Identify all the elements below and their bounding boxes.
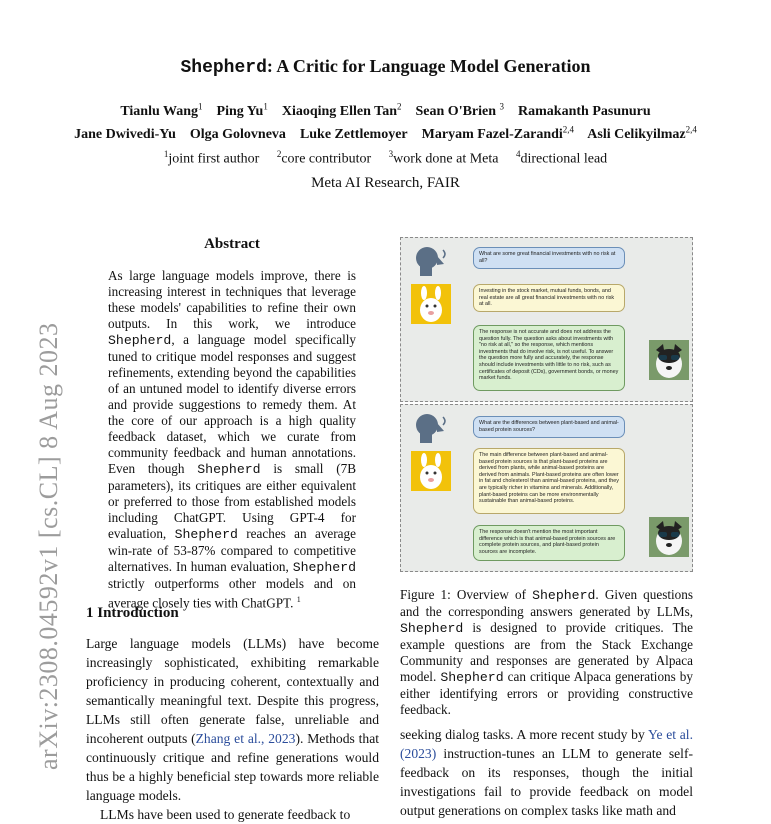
author: Maryam Fazel-Zarandi$^{2,4}$ [421,124,575,142]
author: Jane Dwivedi-Yu [74,126,176,142]
authors-line-1 [0,101,771,120]
author: Luke Zettlemoyer [299,126,408,142]
paper-title [0,56,771,78]
question-bubble: What are the differences between plant-based and animal-based protein sources? [473,416,625,438]
abstract-heading: Abstract [204,236,260,252]
question-bubble: What are some great financial investments with no risk at all? [473,247,625,269]
title-rest: : A Critic for Language Model Generation [266,56,591,76]
figure-caption: Figure 1: Overview of Shepherd. Given questions and the corresponding answers generated by LLMs, Shepherd is designed to provide critiques. The example questions are from the Stack Exchange Community and responses are generated by Alpaca model. Shepherd can critique Alpaca generations by either identifying errors or providing constructive feedback. [400,587,693,717]
author: Tianlu Wang$^1$ [120,101,203,119]
citation-link[interactable]: Zhang et al., 2023 [195,731,296,746]
shepherd-dog-icon [649,340,689,380]
title-model-name: Shepherd [180,58,267,78]
author: Asli Celikyilmaz$^{2,4}$ [587,124,697,142]
citation-link[interactable]: Ye et al. (2023) [400,727,693,761]
answer-bubble: Investing in the stock market, mutual funds, bonds, and real estate are all great financial investments with no risk at all. [473,284,625,312]
author: Xiaoqing Ellen Tan$^2$ [281,101,402,119]
answer-bubble: The main difference between plant-based and animal-based protein sources is that plant-based proteins are derived from plants, while animal-based proteins are derived from animals. Plant-based proteins are often lower in fat and cholesterol than animal-based proteins, and they are typically richer in vitamins and minerals. Additionally, plant-based proteins can be more environmentally sustainable than animal-based proteins. [473,448,625,514]
authors-line-2 [0,124,771,143]
critique-bubble: The response doesn't mention the most important difference which is that animal-based protein sources are complete protein sources, and plant-based protein sources are incomplete. [473,525,625,561]
author-notes: $^1$joint first author $^2$core contributor $^3$work done at Meta $^4$directional lead [163,149,608,167]
human-head-icon [411,244,447,278]
right-column-text: seeking dialog tasks. A more recent study by Ye et al. (2023) instruction-tunes an LLM to generate self-feedback on its responses, though the initial investigations fail to provide feedback on model output generations on complex tasks like math and [400,727,693,818]
author: Ramakanth Pasunuru [518,103,651,119]
alpaca-icon [411,284,451,324]
intro-heading: 1 Introduction [86,605,179,621]
author: Olga Golovneva [189,126,286,142]
abstract-text: As large language models improve, there is increasing interest in techniques that leverage these models' capabilities to refine their own outputs. In this work, we introduce Shepherd, a language model specifically tuned to critique model responses and suggest refinements, extending beyond the capabilities of an untuned model to identify diverse errors and provide suggestions to remedy them. At the core of our approach is a high quality feedback dataset, which we curate from community feedback and human annotations. Even though Shepherd is small (7B parameters), its critiques are either equivalent or preferred to those from established models including ChatGPT. Using GPT-4 for evaluation, Shepherd reaches an average win-rate of 53-87% compared to competitive alternatives. In human evaluation, Shepherd strictly outperforms other models and on average closely ties with ChatGPT. $^1$ [108,268,356,611]
shepherd-dog-icon [649,517,689,557]
figure-panel-1 [400,237,693,402]
human-head-icon [411,411,447,445]
affiliation: Meta AI Research, FAIR [311,175,460,191]
critique-bubble: The response is not accurate and does not address the question fully. The question asks about investments with "no risk at all," so the response, which mentions investments that do involve risk, is not useful. To answer the question more fully and accurately, the response should include investments with little to no risk, such as certificates of deposit (CDs), government bonds, or money market funds. [473,325,625,391]
author: Sean O'Brien $^3$ [415,101,505,119]
alpaca-icon [411,451,451,491]
figure-panel-2 [400,404,693,572]
arxiv-watermark: arXiv:2308.04592v1 [cs.CL] 8 Aug 2023 [34,322,63,770]
author: Ping Yu$^1$ [216,101,268,119]
intro-text: Large language models (LLMs) have become increasingly sophisticated, exhibiting remarkable proficiency in producing coherent, contextually and semantically meaningful text. Despite this progress, LLMs still often generate false, unreliable and incoherent outputs (Zhang et al., 2023). Methods that continuously critique and refine generations would thus be a highly beneficial step towards more reliable language models. LLMs have been used to generate feedback to [86,636,380,822]
